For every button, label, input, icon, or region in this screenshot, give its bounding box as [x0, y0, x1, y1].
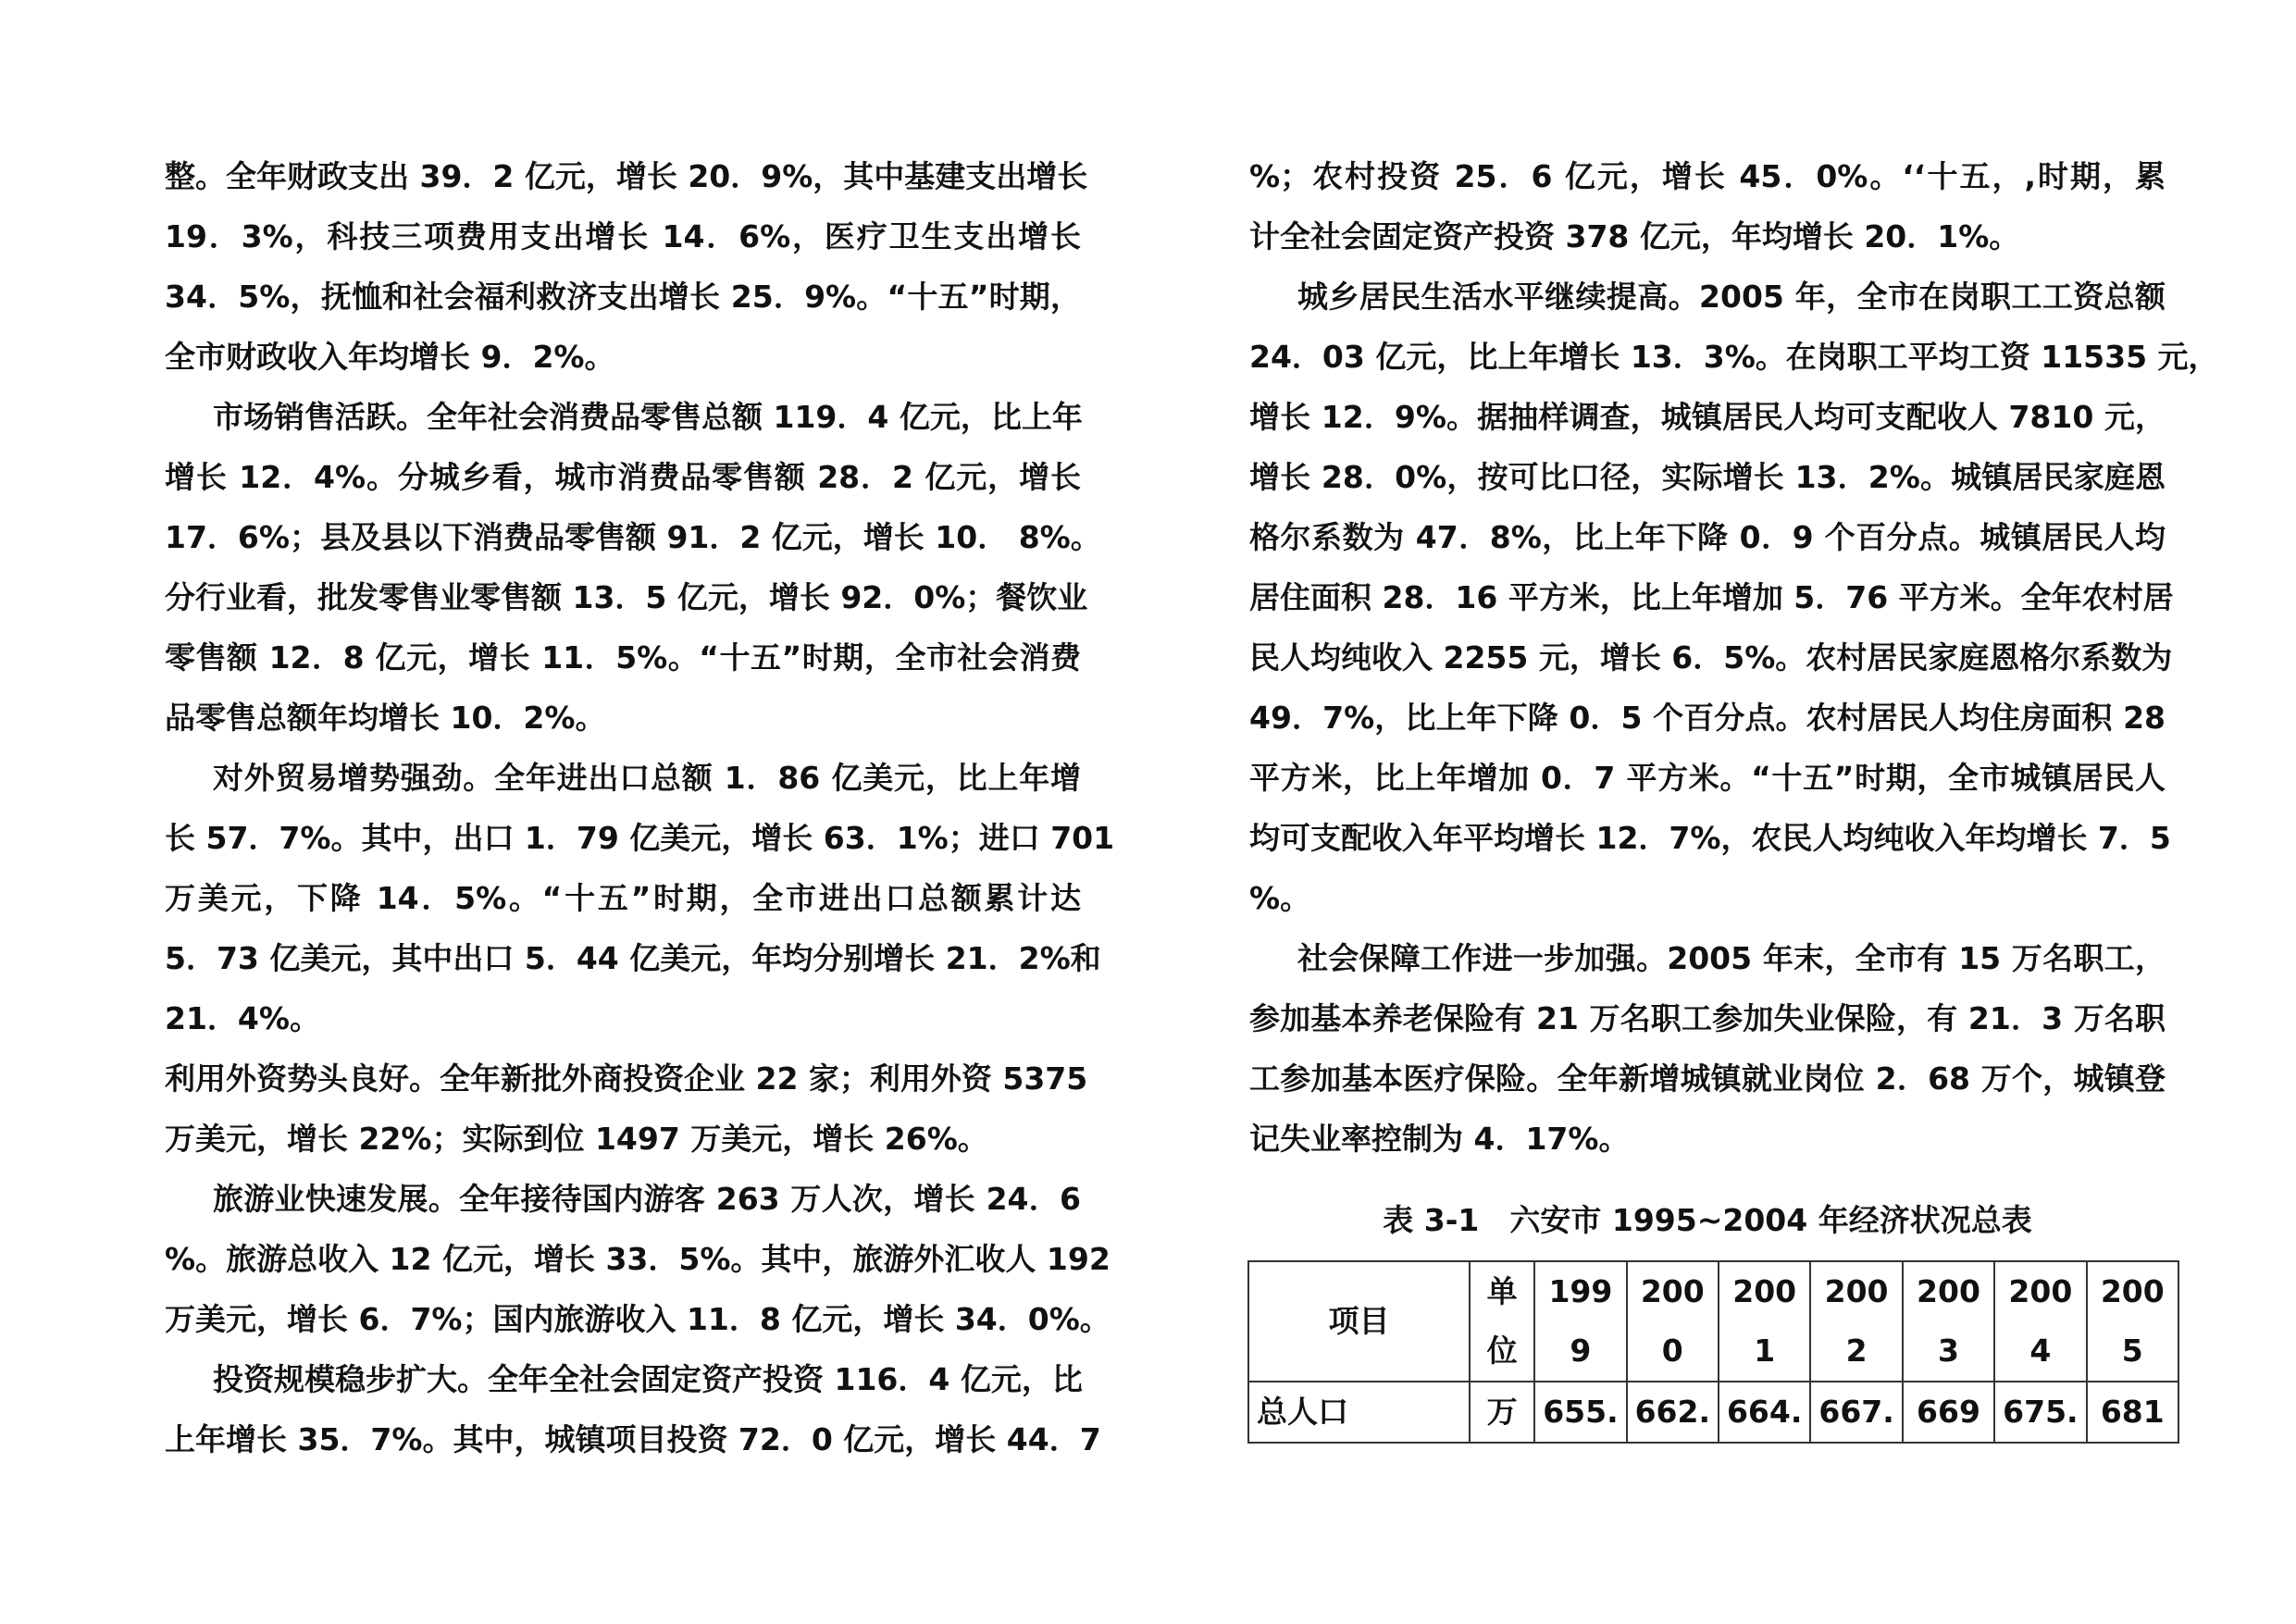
- text-line: 分行业看，批发零售业零售额 13．5 亿元，增长 92．0%；餐饮业: [165, 579, 1088, 615]
- text-line: 万美元，增长 22%；实际到位 1497 万美元，增长 26%。: [165, 1121, 988, 1157]
- text-line: 万美元，下降 14．5%。“十五”时期，全市进出口总额累计达: [165, 880, 1081, 916]
- header-year-bottom: 4: [2029, 1333, 2052, 1369]
- text-line: 49．7%，比上年下降 0．5 个百分点。农村居民人均住房面积 28: [1249, 700, 2166, 736]
- row-value: 655.: [1543, 1394, 1619, 1430]
- row-unit-label: 万: [1486, 1394, 1518, 1430]
- header-year-cell: [1810, 1261, 1902, 1382]
- text-line: %。旅游总收入 12 亿元，增长 33．5%。其中，旅游外汇收人 192: [165, 1241, 1111, 1277]
- text-line: 参加基本养老保险有 21 万名职工参加失业保险，有 21．3 万名职: [1249, 1000, 2166, 1036]
- text-line: 社会保障工作进一步加强。2005 年末，全市有 15 万名职工，: [1297, 940, 2166, 976]
- row-item-cell: [1248, 1382, 1470, 1443]
- text-line: 城乡居民生活水平继续提高。2005 年，全市在岗职工工资总额: [1297, 279, 2166, 315]
- table-header-row: [1248, 1261, 2178, 1382]
- text-line: 平方米，比上年增加 0．7 平方米。“十五”时期，全市城镇居民人: [1249, 760, 2166, 796]
- text-line: 5．73 亿美元，其中出口 5．44 亿美元，年均分别增长 21．2%和: [165, 940, 1101, 976]
- header-year-bottom: 0: [1661, 1333, 1683, 1369]
- row-item-label: 总人口: [1257, 1394, 1348, 1430]
- row-unit-cell: [1470, 1382, 1534, 1443]
- text-line: 对外贸易增势强劲。全年进出口总额 1．86 亿美元，比上年增: [213, 760, 1081, 796]
- text-line: 整。全年财政支出 39．2 亿元，增长 20．9%，其中基建支出增长: [165, 158, 1088, 194]
- text-line: 格尔系数为 47．8%，比上年下降 0．9 个百分点。城镇居民人均: [1249, 519, 2166, 555]
- text-line: 21．4%。: [165, 1000, 320, 1036]
- row-value: 664.: [1726, 1394, 1803, 1430]
- table-row: [1248, 1382, 2178, 1443]
- header-year-cell: [1994, 1261, 2086, 1382]
- text-line: 万美元，增长 6．7%；国内旅游收入 11．8 亿元，增长 34．0%。: [165, 1301, 1111, 1337]
- left-text-column: [165, 146, 1115, 1469]
- header-year-cell: [2087, 1261, 2178, 1382]
- row-value-cell: [2087, 1382, 2178, 1443]
- row-value: 662.: [1634, 1394, 1710, 1430]
- text-line: 工参加基本医疗保险。全年新增城镇就业岗位 2．68 万个，城镇登: [1249, 1060, 2166, 1097]
- row-value-cell: [1719, 1382, 1810, 1443]
- header-year-cell: [1719, 1261, 1810, 1382]
- header-year-bottom: 2: [1845, 1333, 1868, 1369]
- header-year-bottom: 5: [2121, 1333, 2143, 1369]
- header-unit-bottom: 位: [1486, 1333, 1518, 1369]
- row-value: 681: [2100, 1394, 2165, 1430]
- text-line: 全市财政收入年均增长 9．2%。: [165, 339, 615, 375]
- header-year-cell: [1534, 1261, 1626, 1382]
- economic-summary-table: [1247, 1260, 2179, 1444]
- header-year-top: 200: [2100, 1273, 2165, 1309]
- text-line: 均可支配收入年平均增长 12．7%，农民人均纯收入年均增长 7．5: [1249, 820, 2171, 856]
- row-value-cell: [1903, 1382, 1994, 1443]
- header-year-bottom: 9: [1570, 1333, 1592, 1369]
- right-text-column: [1249, 146, 2219, 1169]
- text-line: 17．6%；县及县以下消费品零售额 91．2 亿元，增长 10． 8%。: [165, 519, 1101, 555]
- text-line: %。: [1249, 880, 1311, 916]
- row-value-cell: [1534, 1382, 1626, 1443]
- header-year-top: 199: [1548, 1273, 1613, 1309]
- text-line: %；农村投资 25．6 亿元，增长 45．0%。‘‘十五，,时期，累: [1249, 158, 2166, 194]
- text-line: 计全社会固定资产投资 378 亿元，年均增长 20．1%。: [1249, 218, 2020, 254]
- row-value-cell: [1627, 1382, 1719, 1443]
- text-line: 34．5%，抚恤和社会福利救济支出增长 25．9%。“十五”时期，: [165, 279, 1081, 315]
- text-line: 记失业率控制为 4．17%。: [1249, 1121, 1630, 1157]
- header-year-cell: [1627, 1261, 1719, 1382]
- header-year-bottom: 1: [1754, 1333, 1776, 1369]
- header-year-top: 200: [1640, 1273, 1705, 1309]
- header-year-cell: [1903, 1261, 1994, 1382]
- header-item-label: 项目: [1328, 1303, 1390, 1339]
- row-value: 667.: [1818, 1394, 1894, 1430]
- row-value: 669: [1917, 1394, 1980, 1430]
- header-year-bottom: 3: [1937, 1333, 1959, 1369]
- header-year-top: 200: [2008, 1273, 2073, 1309]
- text-line: 19．3%，科技三项费用支出增长 14．6%，医疗卫生支出增长: [165, 218, 1081, 254]
- text-line: 旅游业快速发展。全年接待国内游客 263 万人次，增长 24．6: [213, 1181, 1081, 1217]
- header-unit-cell: [1470, 1261, 1534, 1382]
- header-year-top: 200: [1917, 1273, 1980, 1309]
- text-line: 24．03 亿元，比上年增长 13．3%。在岗职工平均工资 11535 元，: [1249, 339, 2219, 375]
- header-unit-top: 单: [1486, 1273, 1518, 1309]
- text-line: 增长 12．9%。据抽样调查，城镇居民人均可支配收人 7810 元，: [1249, 399, 2166, 435]
- text-line: 增长 28．0%，按可比口径，实际增长 13．2%。城镇居民家庭恩: [1249, 459, 2166, 495]
- header-item-cell: [1248, 1261, 1470, 1382]
- text-line: 市场销售活跃。全年社会消费品零售总额 119．4 亿元，比上年: [213, 399, 1083, 435]
- header-year-top: 200: [1824, 1273, 1889, 1309]
- text-line: 零售额 12．8 亿元，增长 11．5%。“十五”时期，全市社会消费: [165, 639, 1081, 676]
- row-value: 675.: [2003, 1394, 2079, 1430]
- text-line: 长 57．7%。其中，出口 1．79 亿美元，增长 63．1%；进口 701: [165, 820, 1115, 856]
- table-caption: 表 3-1 六安市 1995~2004 年经济状况总表: [1383, 1202, 2032, 1238]
- text-line: 品零售总额年均增长 10．2%。: [165, 700, 606, 736]
- text-line: 投资规模稳步扩大。全年全社会固定资产投资 116．4 亿元，比: [213, 1361, 1083, 1397]
- text-line: 利用外资势头良好。全年新批外商投资企业 22 家；利用外资 5375: [165, 1060, 1088, 1097]
- text-line: 上年增长 35．7%。其中，城镇项目投资 72．0 亿元，增长 44．7: [165, 1421, 1101, 1457]
- text-line: 民人均纯收入 2255 元，增长 6．5%。农村居民家庭恩格尔系数为: [1249, 639, 2173, 676]
- text-line: 增长 12．4%。分城乡看，城市消费品零售额 28．2 亿元，增长: [165, 459, 1081, 495]
- row-value-cell: [1994, 1382, 2086, 1443]
- row-value-cell: [1810, 1382, 1902, 1443]
- header-year-top: 200: [1732, 1273, 1797, 1309]
- text-line: 居住面积 28．16 平方米，比上年增加 5．76 平方米。全年农村居: [1249, 579, 2174, 615]
